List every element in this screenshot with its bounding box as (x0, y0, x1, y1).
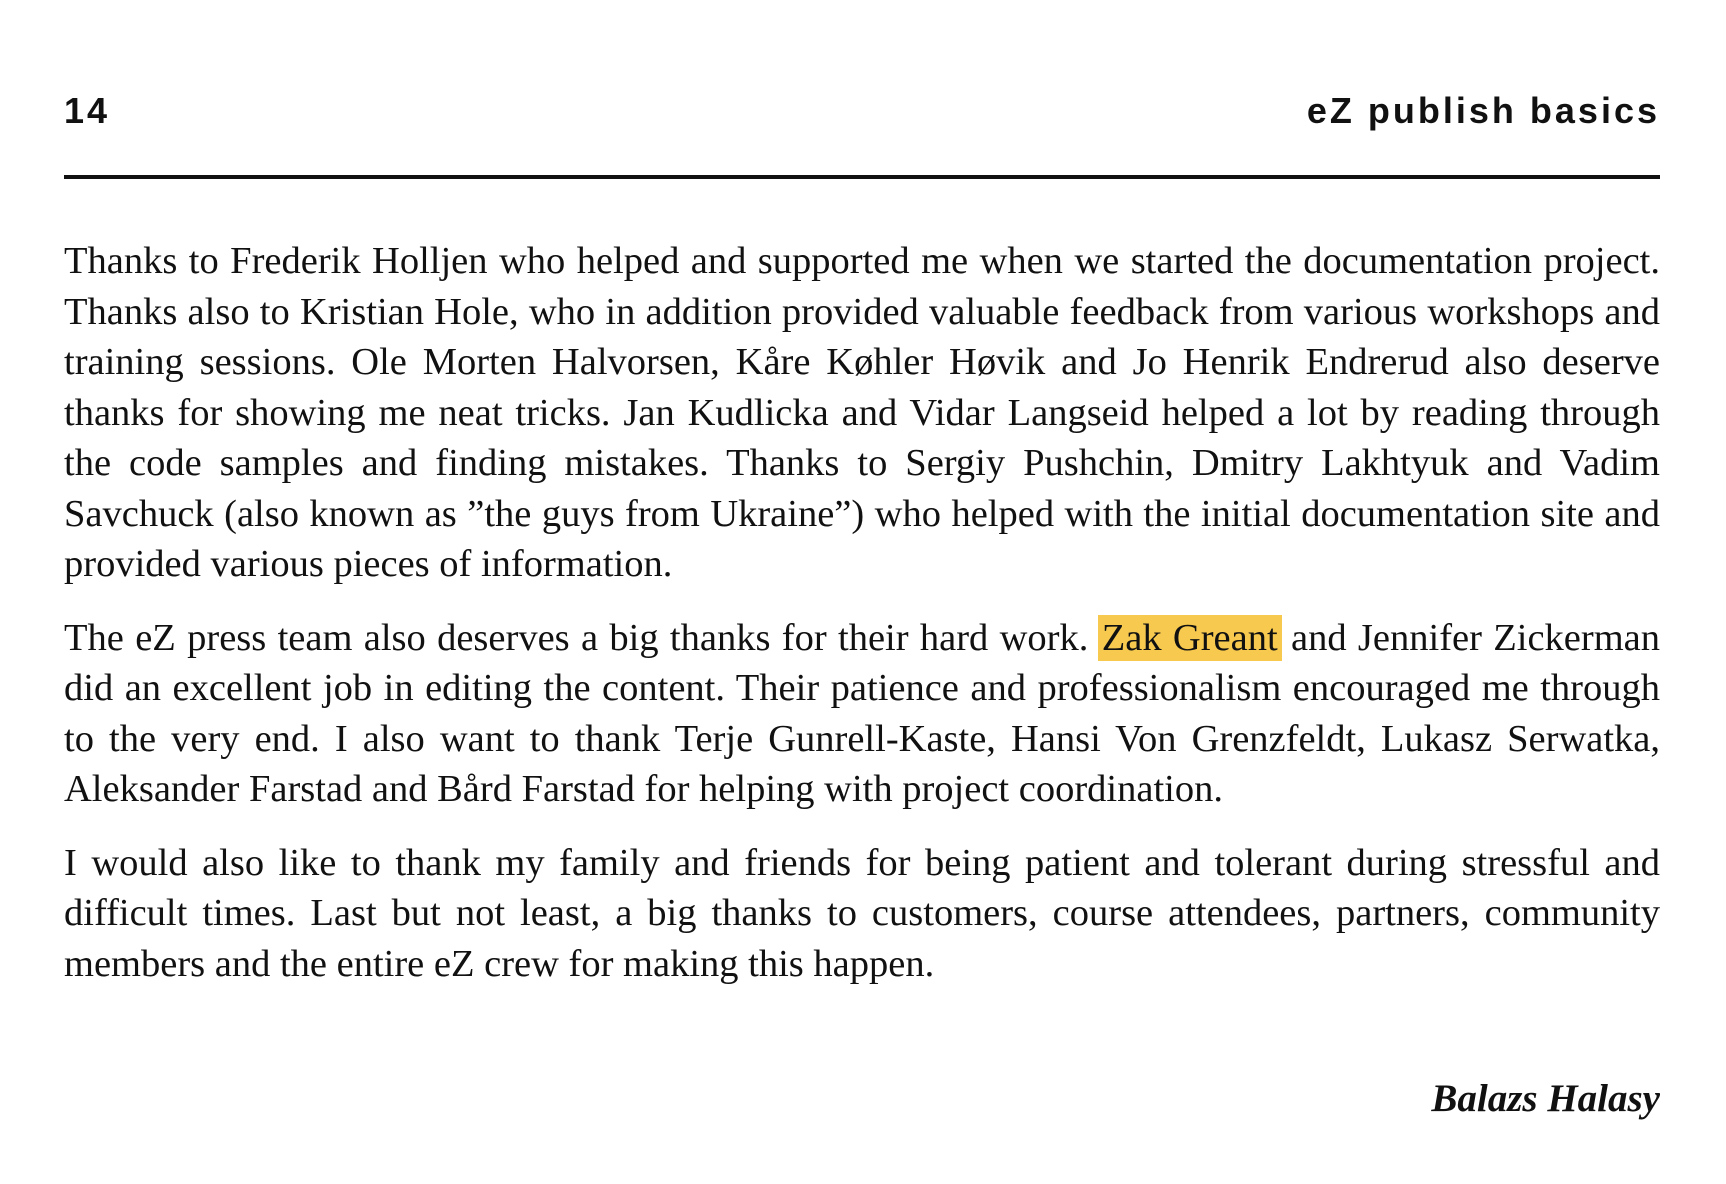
paragraph-2 (64, 613, 1660, 815)
running-title: eZ publish basics (1306, 90, 1660, 131)
paragraph-3: I would also like to thank my family and friends for being patient and tolerant during stressful and difficult times. Last but not least, a big thanks to customers, course attendees, partners, community members and the entire eZ crew for making this happen. (64, 841, 1660, 985)
paragraph-1: Thanks to Frederik Holljen who helped and supported me when we started the documentation project. Thanks also to Kristian Hole, who in addition provided valuable feedback from various workshops and training sessions. Ole Morten Halvorsen, Kåre Køhler Høvik and Jo Henrik Endrerud also deserve thanks for showing me neat tricks. Jan Kudlicka and Vidar Langseid helped a lot by reading through the code samples and finding mistakes. Thanks to Sergiy Pushchin, Dmitry Lakhtyuk and Vadim Savchuck (also known as ”the guys from Ukraine”) who helped with the initial documentation site and provided various pieces of information. (64, 240, 1660, 585)
author-signature: Balazs Halasy (1431, 1077, 1660, 1120)
paragraph-2-start: The eZ press team also deserves a big thanks for their hard work. (64, 616, 1089, 659)
document-page (64, 0, 1660, 1184)
page-header (64, 86, 1660, 136)
highlighted-name[interactable]: Zak Greant (1098, 615, 1282, 661)
header-rule (64, 175, 1660, 179)
paragraph-2-end: and Jennifer Zickerman did an excellent job in editing the content. Their patience and professionalism encouraged me through to the very end. I also want to thank Terje Gunrell-Kaste, Hansi Von Grenzfeldt, Lukasz Serwatka, Aleksander Farstad and Bård Farstad for helping with project coordination. (64, 616, 1660, 810)
acknowledgements-text (64, 236, 1660, 1012)
page-number: 14 (64, 90, 111, 131)
